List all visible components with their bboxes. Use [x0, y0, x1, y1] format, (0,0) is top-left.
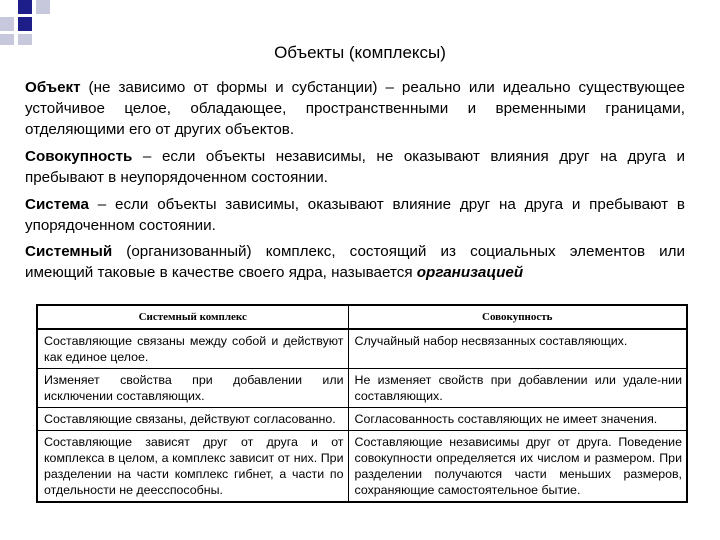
table-row	[37, 329, 687, 369]
deco-square-light-1	[36, 0, 50, 14]
table-row	[37, 431, 687, 503]
term-system: Система	[25, 196, 89, 213]
cell-complex: Составляющие связаны, действуют согласованно.	[37, 408, 348, 431]
deco-square-dark-2	[18, 17, 32, 31]
term-organization: организацией	[416, 264, 524, 281]
table-row	[37, 408, 687, 431]
cell-aggregate: Случайный набор несвязанных составляющих.	[348, 329, 687, 369]
cell-aggregate: Согласованность составляющих не имеет значения.	[348, 408, 687, 431]
header-aggregate: Совокупность	[348, 305, 687, 329]
table-header-row	[37, 305, 687, 329]
definition-system-complex: (организованный) комплекс, состоящий из социальных элементов или имеющий таковые в качестве своего ядра, называется	[25, 243, 685, 281]
paragraph-system-complex	[25, 241, 685, 283]
page-title: Объекты (комплексы)	[274, 43, 446, 62]
table-row	[37, 369, 687, 408]
definition-object: (не зависимо от формы и субстанции) – реально или идеально существующее устойчивое целое, обладающее, пространственными и временными границами, отделяющими его от других объектов.	[25, 79, 685, 138]
paragraph-object	[25, 77, 685, 140]
cell-complex: Изменяет свойства при добавлении или исключении составляющих.	[37, 369, 348, 408]
header-system-complex: Системный комплекс	[37, 305, 348, 329]
definition-system: – если объекты зависимы, оказывают влияние друг на друга и пребывают в упорядоченном состоянии.	[25, 196, 685, 234]
term-aggregate: Совокупность	[25, 148, 133, 165]
term-object: Объект	[25, 79, 81, 96]
cell-aggregate: Составляющие независимы друг от друга. Поведение совокупности определяется их числом и размером. При разделении получаются части меньших размеров, сохраняющие самостоятельное бытие.	[348, 431, 687, 503]
deco-square-dark-1	[18, 0, 32, 14]
cell-aggregate: Не изменяет свойств при добавлении или удале-нии составляющих.	[348, 369, 687, 408]
term-system-complex: Системный	[25, 243, 113, 260]
paragraph-aggregate	[25, 146, 685, 188]
cell-complex: Составляющие связаны между собой и действуют как единое целое.	[37, 329, 348, 369]
corner-decoration	[0, 0, 60, 45]
definition-aggregate: – если объекты независимы, не оказывают влияния друг на друга и пребывают в неупорядоченном состоянии.	[25, 148, 685, 186]
comparison-table	[36, 304, 688, 503]
cell-complex: Составляющие зависят друг от друга и от комплекса в целом, а комплекс зависит от них. При разделении на части комплекс гибнет, а части по отдельности не деесспособны.	[37, 431, 348, 503]
deco-square-light-2	[0, 17, 14, 31]
paragraph-system	[25, 194, 685, 236]
